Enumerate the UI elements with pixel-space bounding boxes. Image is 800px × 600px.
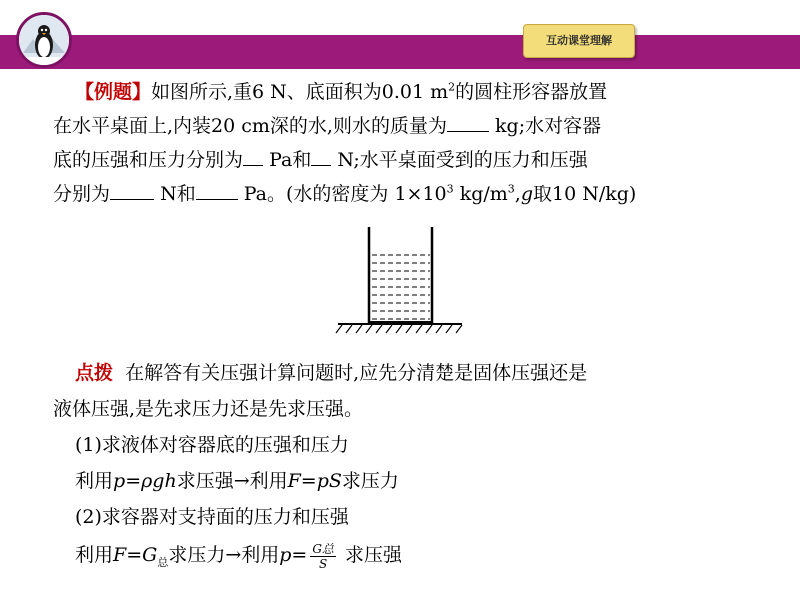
hint-line-4 xyxy=(53,463,773,499)
section-badge-label: 互动课堂理解 xyxy=(546,34,612,47)
question-text: 分别为 xyxy=(53,183,111,205)
pressure-fraction xyxy=(310,542,336,571)
variable-F: F xyxy=(113,544,127,566)
hint-text: 求压强 xyxy=(344,544,402,566)
answer-blank-force[interactable] xyxy=(311,143,331,166)
question-line-3 xyxy=(53,143,753,177)
hint-text: 利用 xyxy=(75,544,114,566)
hint-text: 求压强→利用 xyxy=(176,470,288,492)
question-line-1 xyxy=(53,75,753,109)
answer-blank-mass[interactable] xyxy=(447,109,489,132)
question-text: , xyxy=(514,183,521,205)
table-hatching xyxy=(336,325,462,333)
hint-label: 点拨 xyxy=(75,362,114,384)
hint-text: (2)求容器对支持面的压力和压强 xyxy=(75,506,349,528)
section-badge[interactable] xyxy=(523,24,635,58)
question-text: kg/m xyxy=(459,183,508,205)
question-text: Pa和 xyxy=(269,149,312,171)
question-text: kg;水对容器 xyxy=(495,115,602,137)
question-text: N;水平桌面受到的压力和压强 xyxy=(337,149,588,171)
hint-text: 求压力 xyxy=(341,470,399,492)
water-level-lines xyxy=(372,255,430,319)
hint-section xyxy=(53,355,773,575)
hint-text: 利用 xyxy=(75,470,114,492)
variable-G: G xyxy=(142,544,158,566)
question-line-2 xyxy=(53,109,753,143)
hint-text: (1)求液体对容器底的压强和压力 xyxy=(75,434,349,456)
hint-line-6 xyxy=(53,535,773,575)
answer-blank-pressure[interactable] xyxy=(243,143,263,166)
question-text: N和 xyxy=(160,183,196,205)
equals-sign: = xyxy=(291,544,308,566)
question-text: 的圆柱形容器放置 xyxy=(455,81,608,103)
variable-p: p xyxy=(279,544,292,566)
hint-line-2 xyxy=(53,391,773,427)
container-diagram xyxy=(334,225,464,339)
superscript: 3 xyxy=(507,182,515,196)
variable-p: p xyxy=(113,470,126,492)
question-text: 在水平桌面上,内装20 cm深的水,则水的质量为 xyxy=(53,115,447,137)
penguin-logo-icon xyxy=(16,12,72,68)
formula-pS: =pS xyxy=(300,470,342,492)
formula-rho-g-h: =ρgh xyxy=(125,470,177,492)
question-line-4 xyxy=(53,177,753,211)
question-text: 如图所示,重6 N、底面积为0.01 m xyxy=(151,81,449,103)
hint-text: 液体压强,是先求压力还是先求压强。 xyxy=(53,398,364,420)
question-text: 底的压强和压力分别为 xyxy=(53,149,244,171)
hint-line-3 xyxy=(53,427,773,463)
subscript-total: 总 xyxy=(157,555,169,569)
fraction-denominator: S xyxy=(319,556,328,571)
hint-text: 求压力→利用 xyxy=(168,544,280,566)
question-text: Pa。(水的密度为 1×10 xyxy=(243,183,447,205)
hint-text: 在解答有关压强计算问题时,应先分清楚是固体压强还是 xyxy=(125,362,588,384)
answer-blank-table-pressure[interactable] xyxy=(196,177,238,200)
question-text: 取10 N/kg) xyxy=(533,183,637,205)
superscript: 2 xyxy=(448,80,456,94)
hint-line-5 xyxy=(53,499,773,535)
variable-g: g xyxy=(520,183,534,205)
question-label: 【例题】 xyxy=(75,81,152,103)
example-question xyxy=(53,75,753,211)
hint-line-1 xyxy=(53,355,773,391)
header-bar xyxy=(0,35,800,69)
equals-sign: = xyxy=(126,544,143,566)
superscript: 3 xyxy=(446,182,454,196)
fraction-numerator: G总 xyxy=(312,541,334,556)
variable-F: F xyxy=(287,470,301,492)
answer-blank-table-force[interactable] xyxy=(110,177,154,200)
